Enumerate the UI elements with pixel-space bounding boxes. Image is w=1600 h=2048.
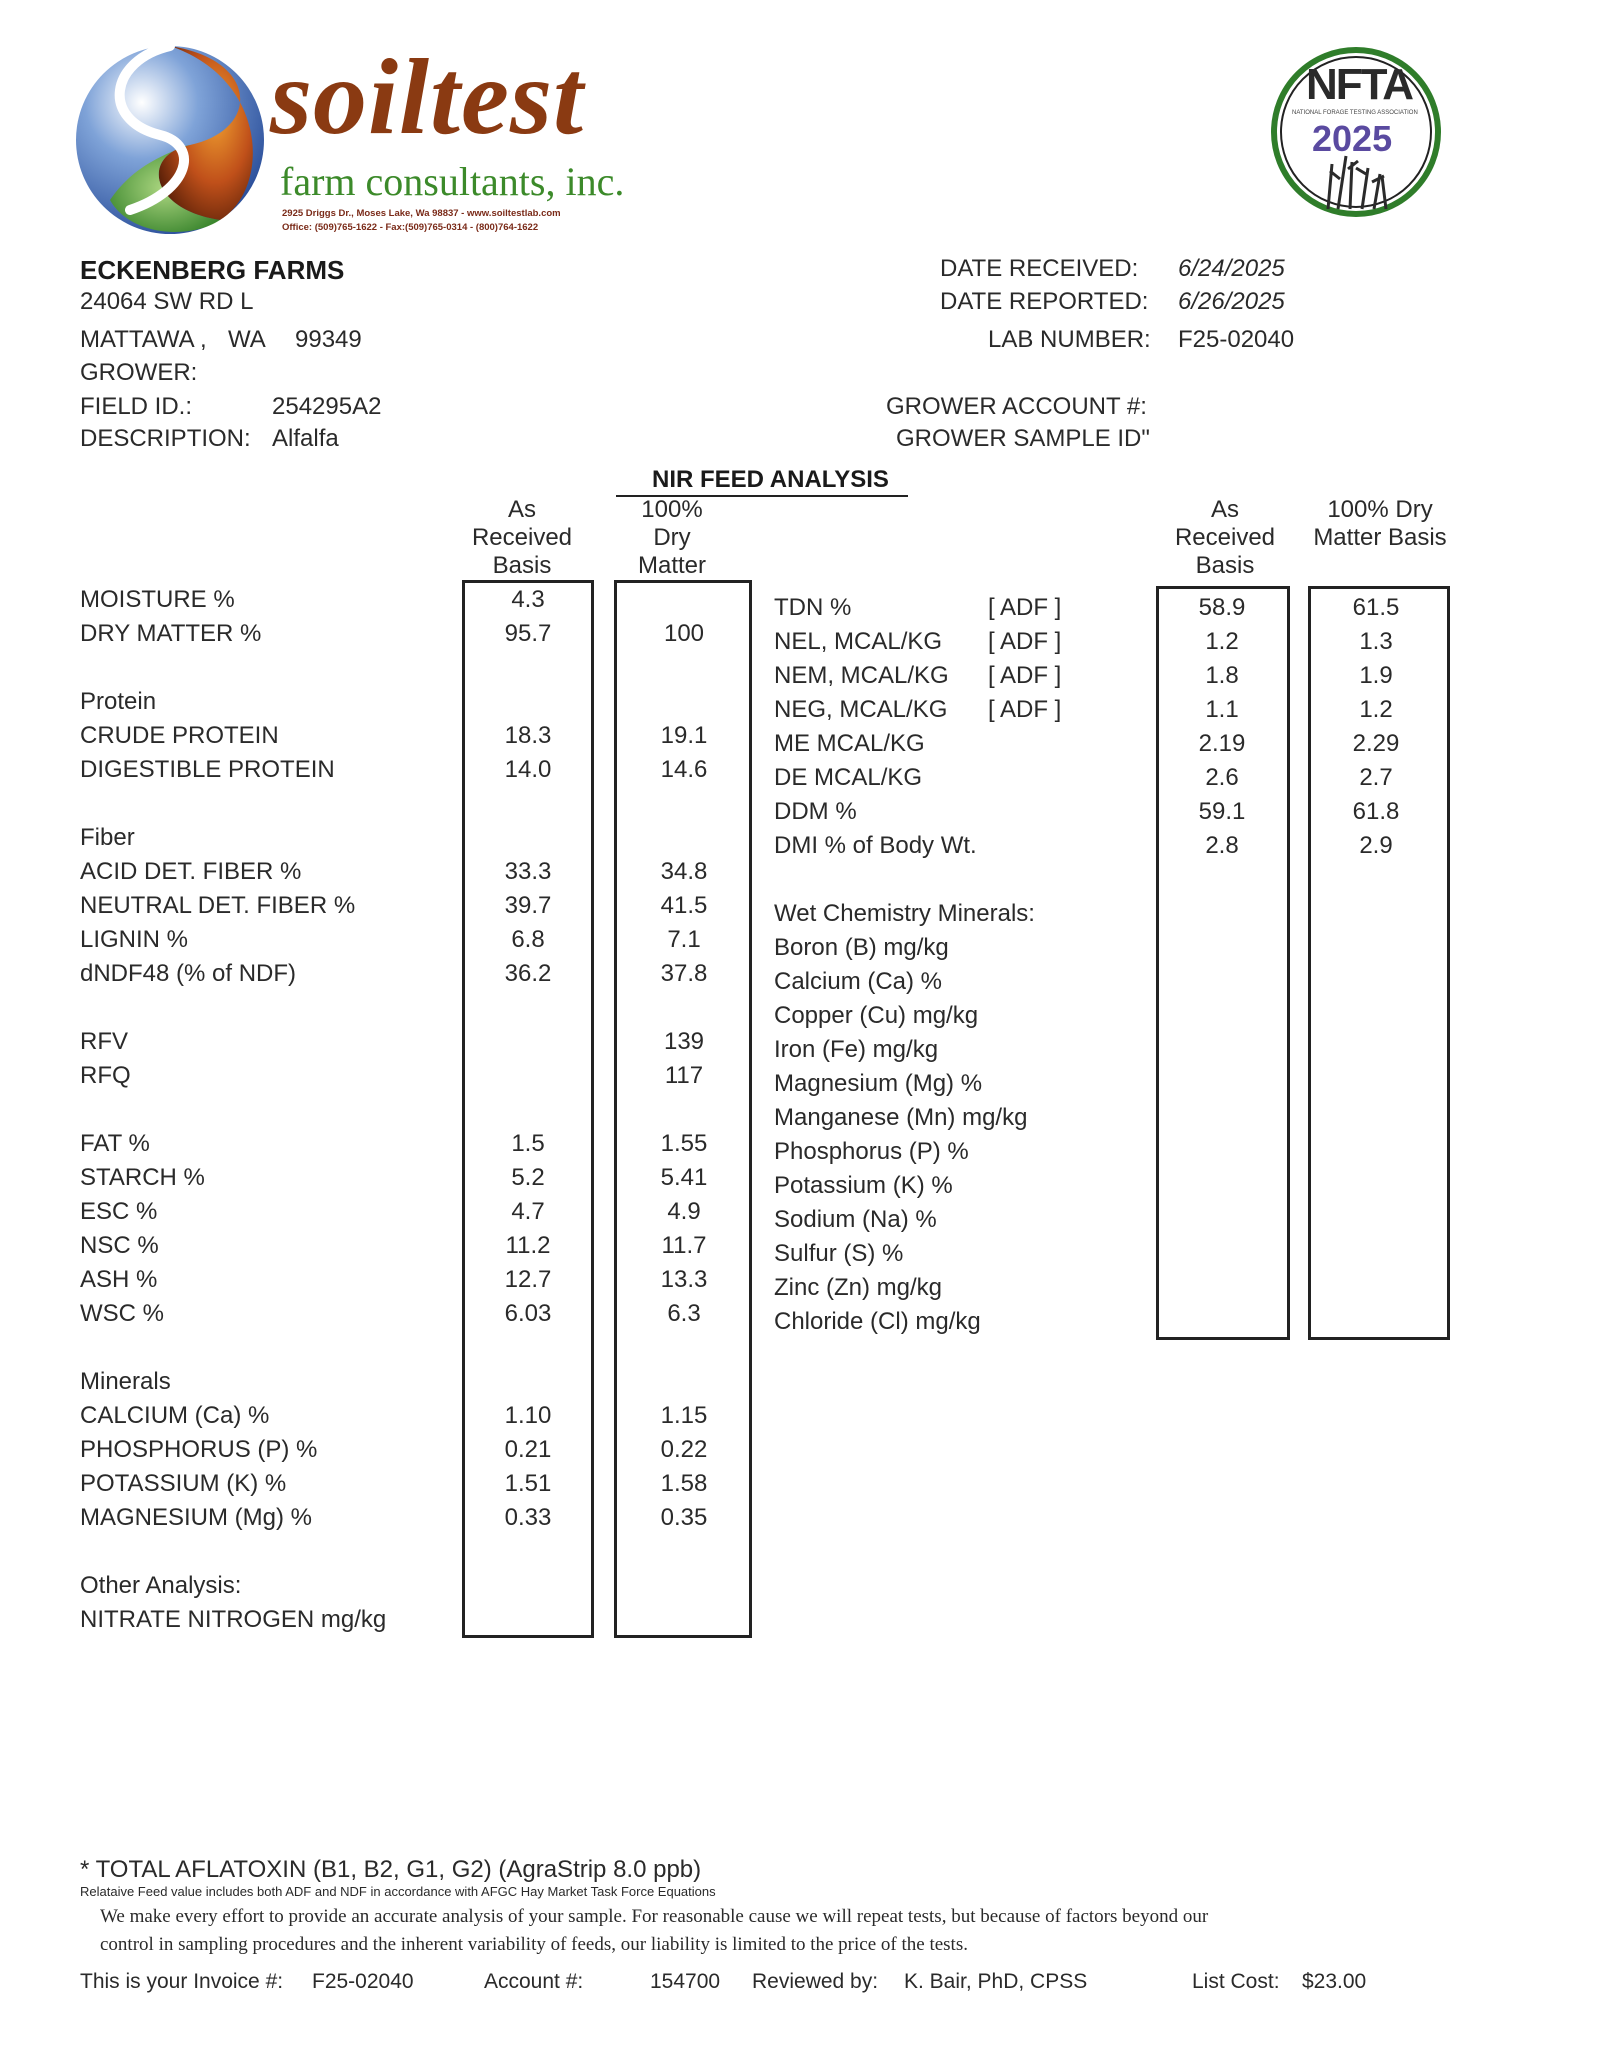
- left-row-dry-matter: 1.15: [660, 1402, 708, 1429]
- right-row-label: Boron (B) mg/kg: [774, 934, 949, 961]
- nfta-org: NFTA: [1306, 60, 1413, 109]
- right-row-label: Calcium (Ca) %: [774, 968, 943, 995]
- client-state: WA: [228, 326, 266, 353]
- grower-label: GROWER:: [80, 359, 198, 386]
- left-row-as-received: 0.21: [504, 1436, 552, 1463]
- grower-account-label: GROWER ACCOUNT #:: [886, 393, 1147, 420]
- left-row-label: ESC %: [80, 1198, 158, 1225]
- left-row-dry-matter: 34.8: [660, 858, 708, 885]
- left-row-label: RFQ: [80, 1062, 131, 1089]
- account-value: 154700: [650, 1970, 721, 1993]
- disclaimer-line-2: control in sampling procedures and the inherent variability of feeds, our liability is limited to the price of the tests.: [100, 1934, 968, 1955]
- right-row-label: Zinc (Zn) mg/kg: [774, 1274, 943, 1301]
- logo-phone: Office: (509)765-1622 - Fax:(509)765-0314 - (800)764-1622: [282, 222, 539, 233]
- left-row-dry-matter: 41.5: [660, 892, 708, 919]
- right-row-label: Magnesium (Mg) %: [774, 1070, 983, 1097]
- right-row-as-received: 58.9: [1198, 594, 1246, 621]
- left-row-dry-matter: 6.3: [667, 1300, 701, 1327]
- left-row-as-received: 39.7: [504, 892, 552, 919]
- left-row-label: DIGESTIBLE PROTEIN: [80, 756, 335, 783]
- list-cost-label: List Cost:: [1192, 1970, 1280, 1993]
- disclaimer-line-1: We make every effort to provide an accurate analysis of your sample. For reasonable cause we will repeat tests, but because of factors beyond our: [100, 1906, 1209, 1927]
- left-row-as-received: 12.7: [504, 1266, 552, 1293]
- left-header-dry-matter: 100% Dry Matter: [637, 496, 706, 579]
- left-row-dry-matter: 14.6: [660, 756, 708, 783]
- reviewed-value: K. Bair, PhD, CPSS: [904, 1970, 1088, 1993]
- lab-number-label: LAB NUMBER:: [988, 326, 1151, 353]
- right-row-label: Iron (Fe) mg/kg: [774, 1036, 939, 1063]
- right-row-dry-matter: 2.7: [1359, 764, 1393, 791]
- analysis-title: NIR FEED ANALYSIS: [652, 466, 889, 493]
- date-reported-label: DATE REPORTED:: [940, 288, 1149, 315]
- right-row-dry-matter: 1.2: [1359, 696, 1393, 723]
- left-row-as-received: 95.7: [504, 620, 552, 647]
- left-header-as-received: As Received Basis: [471, 496, 573, 579]
- left-row-dry-matter: 5.41: [660, 1164, 708, 1191]
- logo-subtitle: farm consultants, inc.: [280, 159, 625, 204]
- left-row-dry-matter: 11.7: [661, 1232, 707, 1259]
- left-row-label: PHOSPHORUS (P) %: [80, 1436, 318, 1463]
- left-row-label: NITRATE NITROGEN mg/kg: [80, 1606, 387, 1633]
- left-row-dry-matter: 117: [664, 1062, 704, 1089]
- left-row-as-received: 4.3: [511, 586, 545, 613]
- date-received-label: DATE RECEIVED:: [940, 255, 1139, 282]
- right-row-as-received: 2.8: [1205, 832, 1239, 859]
- left-row-label: DRY MATTER %: [80, 620, 262, 647]
- left-row-label: dNDF48 (% of NDF): [80, 960, 297, 987]
- left-row-dry-matter: 139: [663, 1028, 705, 1055]
- left-row-dry-matter: 13.3: [660, 1266, 708, 1293]
- right-row-label: Wet Chemistry Minerals:: [774, 900, 1035, 927]
- date-reported-value: 6/26/2025: [1178, 288, 1285, 315]
- left-row-label: NSC %: [80, 1232, 159, 1259]
- left-row-label: ACID DET. FIBER %: [80, 858, 302, 885]
- right-row-dry-matter: 2.29: [1352, 730, 1400, 757]
- right-row-label: Manganese (Mn) mg/kg: [774, 1104, 1028, 1131]
- right-row-as-received: 1.2: [1205, 628, 1239, 655]
- right-row-as-received: 2.6: [1205, 764, 1239, 791]
- left-row-as-received: 1.10: [504, 1402, 552, 1429]
- left-row-as-received: 1.5: [511, 1130, 545, 1157]
- left-row-as-received: 33.3: [504, 858, 552, 885]
- reviewed-label: Reviewed by:: [752, 1970, 879, 1993]
- left-row-as-received: 5.2: [511, 1164, 545, 1191]
- left-row-dry-matter: 37.8: [660, 960, 708, 987]
- left-row-dry-matter: 19.1: [660, 722, 708, 749]
- nfta-badge: [1268, 44, 1444, 220]
- field-id-value: 254295A2: [272, 393, 382, 420]
- logo-address: 2925 Driggs Dr., Moses Lake, Wa 98837 - www.soiltestlab.com: [282, 208, 561, 219]
- right-row-dry-matter: 2.9: [1359, 832, 1393, 859]
- right-row-as-received: 59.1: [1198, 798, 1246, 825]
- right-row-label: Copper (Cu) mg/kg: [774, 1002, 979, 1029]
- left-row-dry-matter: 0.35: [660, 1504, 708, 1531]
- right-row-label: NEM, MCAL/KG: [774, 662, 949, 689]
- client-city: MATTAWA ,: [80, 326, 207, 353]
- left-row-dry-matter: 7.1: [667, 926, 701, 953]
- left-row-label: Other Analysis:: [80, 1572, 242, 1599]
- right-row-equation: [ ADF ]: [988, 696, 1062, 723]
- left-row-label: MOISTURE %: [80, 586, 235, 613]
- right-row-label: Phosphorus (P) %: [774, 1138, 969, 1165]
- client-zip: 99349: [295, 326, 362, 353]
- right-row-equation: [ ADF ]: [988, 594, 1062, 621]
- left-row-label: Fiber: [80, 824, 135, 851]
- left-row-as-received: 4.7: [511, 1198, 545, 1225]
- left-row-label: LIGNIN %: [80, 926, 189, 953]
- left-row-as-received: 18.3: [504, 722, 552, 749]
- left-row-as-received: 11.2: [505, 1232, 551, 1259]
- right-row-label: TDN %: [774, 594, 852, 621]
- left-row-as-received: 6.8: [511, 926, 545, 953]
- right-row-dry-matter: 61.5: [1352, 594, 1400, 621]
- left-row-label: CRUDE PROTEIN: [80, 722, 279, 749]
- right-row-equation: [ ADF ]: [988, 628, 1062, 655]
- client-name: ECKENBERG FARMS: [80, 255, 345, 285]
- invoice-label: This is your Invoice #:: [80, 1970, 284, 1993]
- right-row-equation: [ ADF ]: [988, 662, 1062, 689]
- right-row-label: Sulfur (S) %: [774, 1240, 904, 1267]
- field-id-label: FIELD ID.:: [80, 393, 193, 420]
- left-row-as-received: 0.33: [504, 1504, 552, 1531]
- logo-wordmark: soiltest: [270, 38, 585, 157]
- left-row-as-received: 14.0: [504, 756, 552, 783]
- right-row-dry-matter: 1.3: [1359, 628, 1393, 655]
- right-row-label: NEL, MCAL/KG: [774, 628, 943, 655]
- right-row-as-received: 1.1: [1205, 696, 1239, 723]
- nfta-tagline: NATIONAL FORAGE TESTING ASSOCIATION: [1292, 110, 1418, 116]
- invoice-value: F25-02040: [312, 1970, 414, 1993]
- left-row-label: RFV: [80, 1028, 128, 1055]
- left-row-dry-matter: 1.55: [660, 1130, 708, 1157]
- left-row-label: WSC %: [80, 1300, 164, 1327]
- left-row-label: MAGNESIUM (Mg) %: [80, 1504, 313, 1531]
- left-row-label: NEUTRAL DET. FIBER %: [80, 892, 356, 919]
- left-row-label: POTASSIUM (K) %: [80, 1470, 287, 1497]
- right-header-as-received: As Received Basis: [1174, 496, 1276, 579]
- left-row-dry-matter: 4.9: [667, 1198, 701, 1225]
- left-row-label: Protein: [80, 688, 157, 715]
- left-row-label: Minerals: [80, 1368, 171, 1395]
- right-row-as-received: 2.19: [1198, 730, 1246, 757]
- left-row-dry-matter: 1.58: [660, 1470, 708, 1497]
- right-row-as-received: 1.8: [1205, 662, 1239, 689]
- grower-sample-label: GROWER SAMPLE ID": [896, 425, 1150, 452]
- right-row-label: DDM %: [774, 798, 857, 825]
- left-row-label: FAT %: [80, 1130, 150, 1157]
- right-row-dry-matter: 61.8: [1352, 798, 1400, 825]
- aflatoxin-note: * TOTAL AFLATOXIN (B1, B2, G1, G2) (AgraStrip 8.0 ppb): [80, 1856, 702, 1883]
- left-row-dry-matter: 0.22: [660, 1436, 708, 1463]
- account-label: Account #:: [484, 1970, 584, 1993]
- left-row-as-received: 36.2: [504, 960, 552, 987]
- left-row-dry-matter: 100: [663, 620, 705, 647]
- right-row-label: ME MCAL/KG: [774, 730, 925, 757]
- logo-globe-icon: [70, 40, 270, 240]
- right-header-dry-matter: 100% Dry Matter Basis: [1313, 496, 1447, 551]
- left-row-label: ASH %: [80, 1266, 158, 1293]
- company-logo: [70, 40, 670, 250]
- description-label: DESCRIPTION:: [80, 425, 251, 452]
- nfta-year: 2025: [1312, 118, 1393, 159]
- right-row-label: Chloride (Cl) mg/kg: [774, 1308, 981, 1335]
- date-received-value: 6/24/2025: [1178, 255, 1285, 282]
- client-address: 24064 SW RD L: [80, 288, 254, 315]
- left-row-label: CALCIUM (Ca) %: [80, 1402, 270, 1429]
- right-row-label: Sodium (Na) %: [774, 1206, 937, 1233]
- right-row-label: NEG, MCAL/KG: [774, 696, 948, 723]
- right-row-label: Potassium (K) %: [774, 1172, 953, 1199]
- rfv-note: Relataive Feed value includes both ADF and NDF in accordance with AFGC Hay Market Task Force Equations: [80, 1884, 716, 1899]
- right-row-label: DE MCAL/KG: [774, 764, 923, 791]
- description-value: Alfalfa: [272, 425, 339, 452]
- left-row-as-received: 1.51: [504, 1470, 552, 1497]
- list-cost-value: $23.00: [1302, 1970, 1367, 1993]
- left-row-label: STARCH %: [80, 1164, 205, 1191]
- right-row-dry-matter: 1.9: [1359, 662, 1393, 689]
- left-row-as-received: 6.03: [504, 1300, 552, 1327]
- right-row-label: DMI % of Body Wt.: [774, 832, 977, 859]
- lab-number-value: F25-02040: [1178, 326, 1295, 353]
